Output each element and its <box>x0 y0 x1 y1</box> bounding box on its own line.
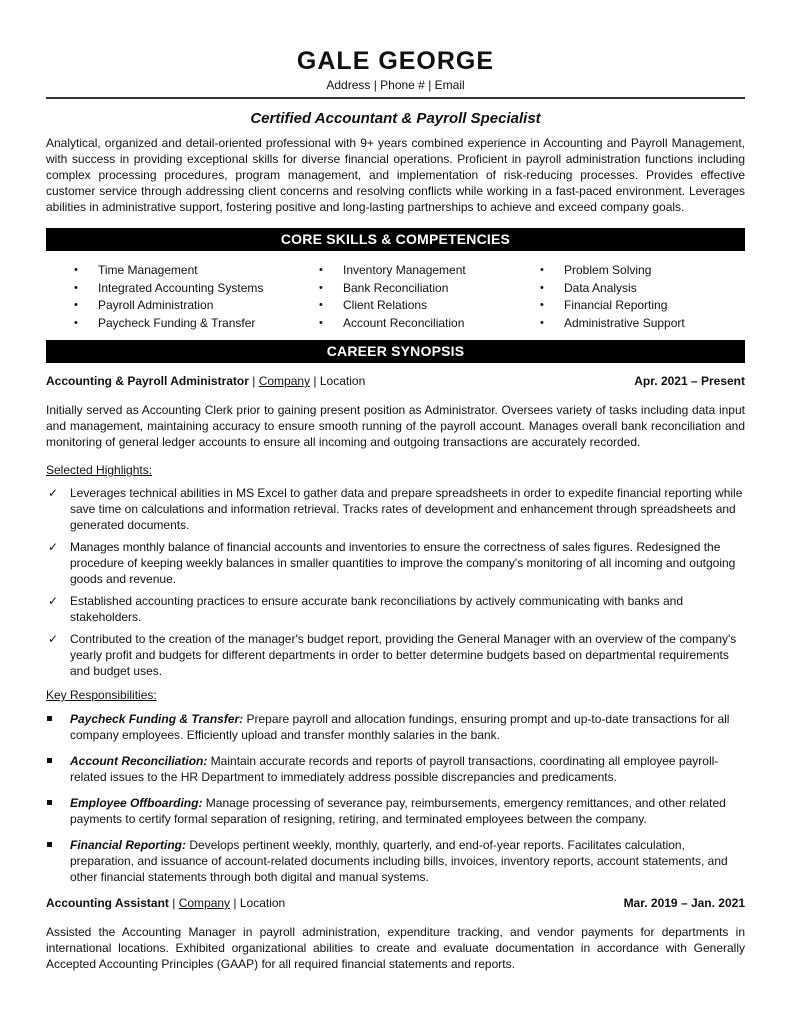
job-header <box>46 895 745 911</box>
contact-line: Address | Phone # | Email <box>326 78 465 92</box>
job-dates: Mar. 2019 – Jan. 2021 <box>623 896 745 910</box>
highlights-list <box>46 485 745 679</box>
skill-item: • Client Relations <box>319 297 540 315</box>
responsibility-item: Financial Reporting: Develops pertinent weekly, monthly, quarterly, and end-of-year reports. Facilitates calculation, preparation, and issuance of account-related documents including bills, invoices, inventory reports, account statements, and other financial statements through both digital and manual systems. <box>46 837 745 885</box>
job-dates: Apr. 2021 – Present <box>634 374 745 388</box>
checkmark-icon: ✓ <box>48 486 59 500</box>
skill-item: • Integrated Accounting Systems <box>74 280 319 298</box>
header-divider <box>46 97 745 99</box>
bullet-icon: • <box>74 281 78 294</box>
highlight-item: ✓ Established accounting practices to ensure accurate bank reconciliations by actively communicating with banks and stakeholders. <box>48 594 683 624</box>
highlight-item: ✓ Manages monthly balance of financial accounts and inventories to ensure the correctness of sales figures. Redesigned the procedure of keeping weekly balances in smaller quantities to improve the company's monitoring of all incoming and outgoing goods and revenue. <box>48 540 736 586</box>
highlight-item: ✓ Contributed to the creation of the manager's budget report, providing the General Manager with an overview of the company's yearly profit and budgets for different departments in order to better determine budgets based on departmental requirements and budget uses. <box>48 632 737 678</box>
skill-item: • Paycheck Funding & Transfer <box>74 315 319 333</box>
skill-item: • Inventory Management <box>319 262 540 280</box>
responsibilities-list <box>46 711 745 885</box>
responsibility-item: Account Reconciliation: Maintain accurate records and reports of payroll transactions, coordinating all employee payroll-related issues to the HR Department to immediately address possible discrepancies and predicaments. <box>46 753 745 785</box>
career-section-heading: CAREER SYNOPSIS <box>46 340 745 363</box>
bullet-icon: • <box>319 316 323 329</box>
job-header <box>46 373 745 389</box>
skill-item: • Payroll Administration <box>74 297 319 315</box>
responsibilities-heading: Key Responsibilities: <box>46 688 157 702</box>
skills-section-heading: CORE SKILLS & COMPETENCIES <box>46 228 745 251</box>
professional-summary: Analytical, organized and detail-oriented professional with 9+ years combined experience in Accounting and Payroll Management, with success in providing exceptional skills for diverse financial operations. Proficient in payroll administration functions including complex processing procedures, program management, and implementation of risk-reducing processes. Provides effective customer service through addressing client concerns and resolving conflicts while working in a fast-paced environment. Leverages abilities in administrative support, fostering positive and long-lasting partnerships to achieve and exceed company goals. <box>46 136 745 214</box>
skills-column-2 <box>319 262 540 332</box>
highlight-item: ✓ Leverages technical abilities in MS Excel to gather data and prepare spreadsheets in order to expedite financial reporting while save time on calculations and information retrieval. Tracks rates of development and enhancement through spreadsheets and generated documents. <box>48 486 743 532</box>
skill-item: • Time Management <box>74 262 319 280</box>
square-bullet-icon <box>47 758 52 763</box>
checkmark-icon: ✓ <box>48 594 59 608</box>
skills-column-3 <box>540 262 740 332</box>
square-bullet-icon <box>47 800 52 805</box>
checkmark-icon: ✓ <box>48 540 59 554</box>
job-description: Assisted the Accounting Manager in payroll administration, expenditure tracking, and vendor payments for departments in international locations. Exhibited organizational abilities to create and evaluate documentation in accordance with Generally Accepted Accounting Principles (GAAP) for all required financial statements and reports. <box>46 925 745 971</box>
highlights-heading: Selected Highlights: <box>46 463 153 477</box>
professional-headline: Certified Accountant & Payroll Specialist <box>250 110 541 127</box>
bullet-icon: • <box>540 316 544 329</box>
bullet-icon: • <box>540 299 544 311</box>
skill-item: • Account Reconciliation <box>319 315 540 333</box>
bullet-icon: • <box>319 264 323 276</box>
candidate-name: GALE GEORGE <box>296 47 495 75</box>
job-description: Initially served as Accounting Clerk prior to gaining present position as Administrator. Oversees variety of tasks including data input and management, maintaining accuracy to ensure smooth running of the payroll account. Manages overall bank reconciliation and monitoring of general ledger accounts to ensure all incoming and outgoing transactions are accurately recorded. <box>46 403 745 449</box>
job-title: Accounting Assistant <box>46 896 169 910</box>
skills-column-1 <box>74 262 319 332</box>
skill-item: • Data Analysis <box>540 280 740 298</box>
responsibility-item: Employee Offboarding: Manage processing of severance pay, reimbursements, emergency remittances, and other related payments to certify formal separation of resigning, retiring, and terminated employees between the company. <box>46 795 745 827</box>
company-name: Company <box>258 374 311 388</box>
company-name: Company <box>178 896 231 910</box>
bullet-icon: • <box>74 316 78 329</box>
bullet-icon: • <box>74 299 78 311</box>
skill-item: • Problem Solving <box>540 262 740 280</box>
bullet-icon: • <box>319 281 323 294</box>
job-title-line: Accounting Assistant | Company | Location <box>46 896 286 910</box>
checkmark-icon: ✓ <box>48 632 59 646</box>
square-bullet-icon <box>47 716 52 721</box>
bullet-icon: • <box>74 264 78 276</box>
skill-item: • Financial Reporting <box>540 297 740 315</box>
job-title-line: Accounting & Payroll Administrator | Company | Location <box>46 374 366 388</box>
skill-item: • Administrative Support <box>540 315 740 333</box>
skill-item: • Bank Reconciliation <box>319 280 540 298</box>
job-location: Location <box>319 374 366 388</box>
bullet-icon: • <box>540 264 544 276</box>
job-title: Accounting & Payroll Administrator <box>46 374 249 388</box>
bullet-icon: • <box>540 281 544 294</box>
job-location: Location <box>239 896 286 910</box>
square-bullet-icon <box>47 842 52 847</box>
skills-grid <box>46 262 745 332</box>
bullet-icon: • <box>319 299 323 311</box>
responsibility-item: Paycheck Funding & Transfer: Prepare payroll and allocation fundings, ensuring prompt and up-to-date transactions for all company employees. Efficiently upload and transfer monthly salaries in the bank. <box>46 711 745 743</box>
